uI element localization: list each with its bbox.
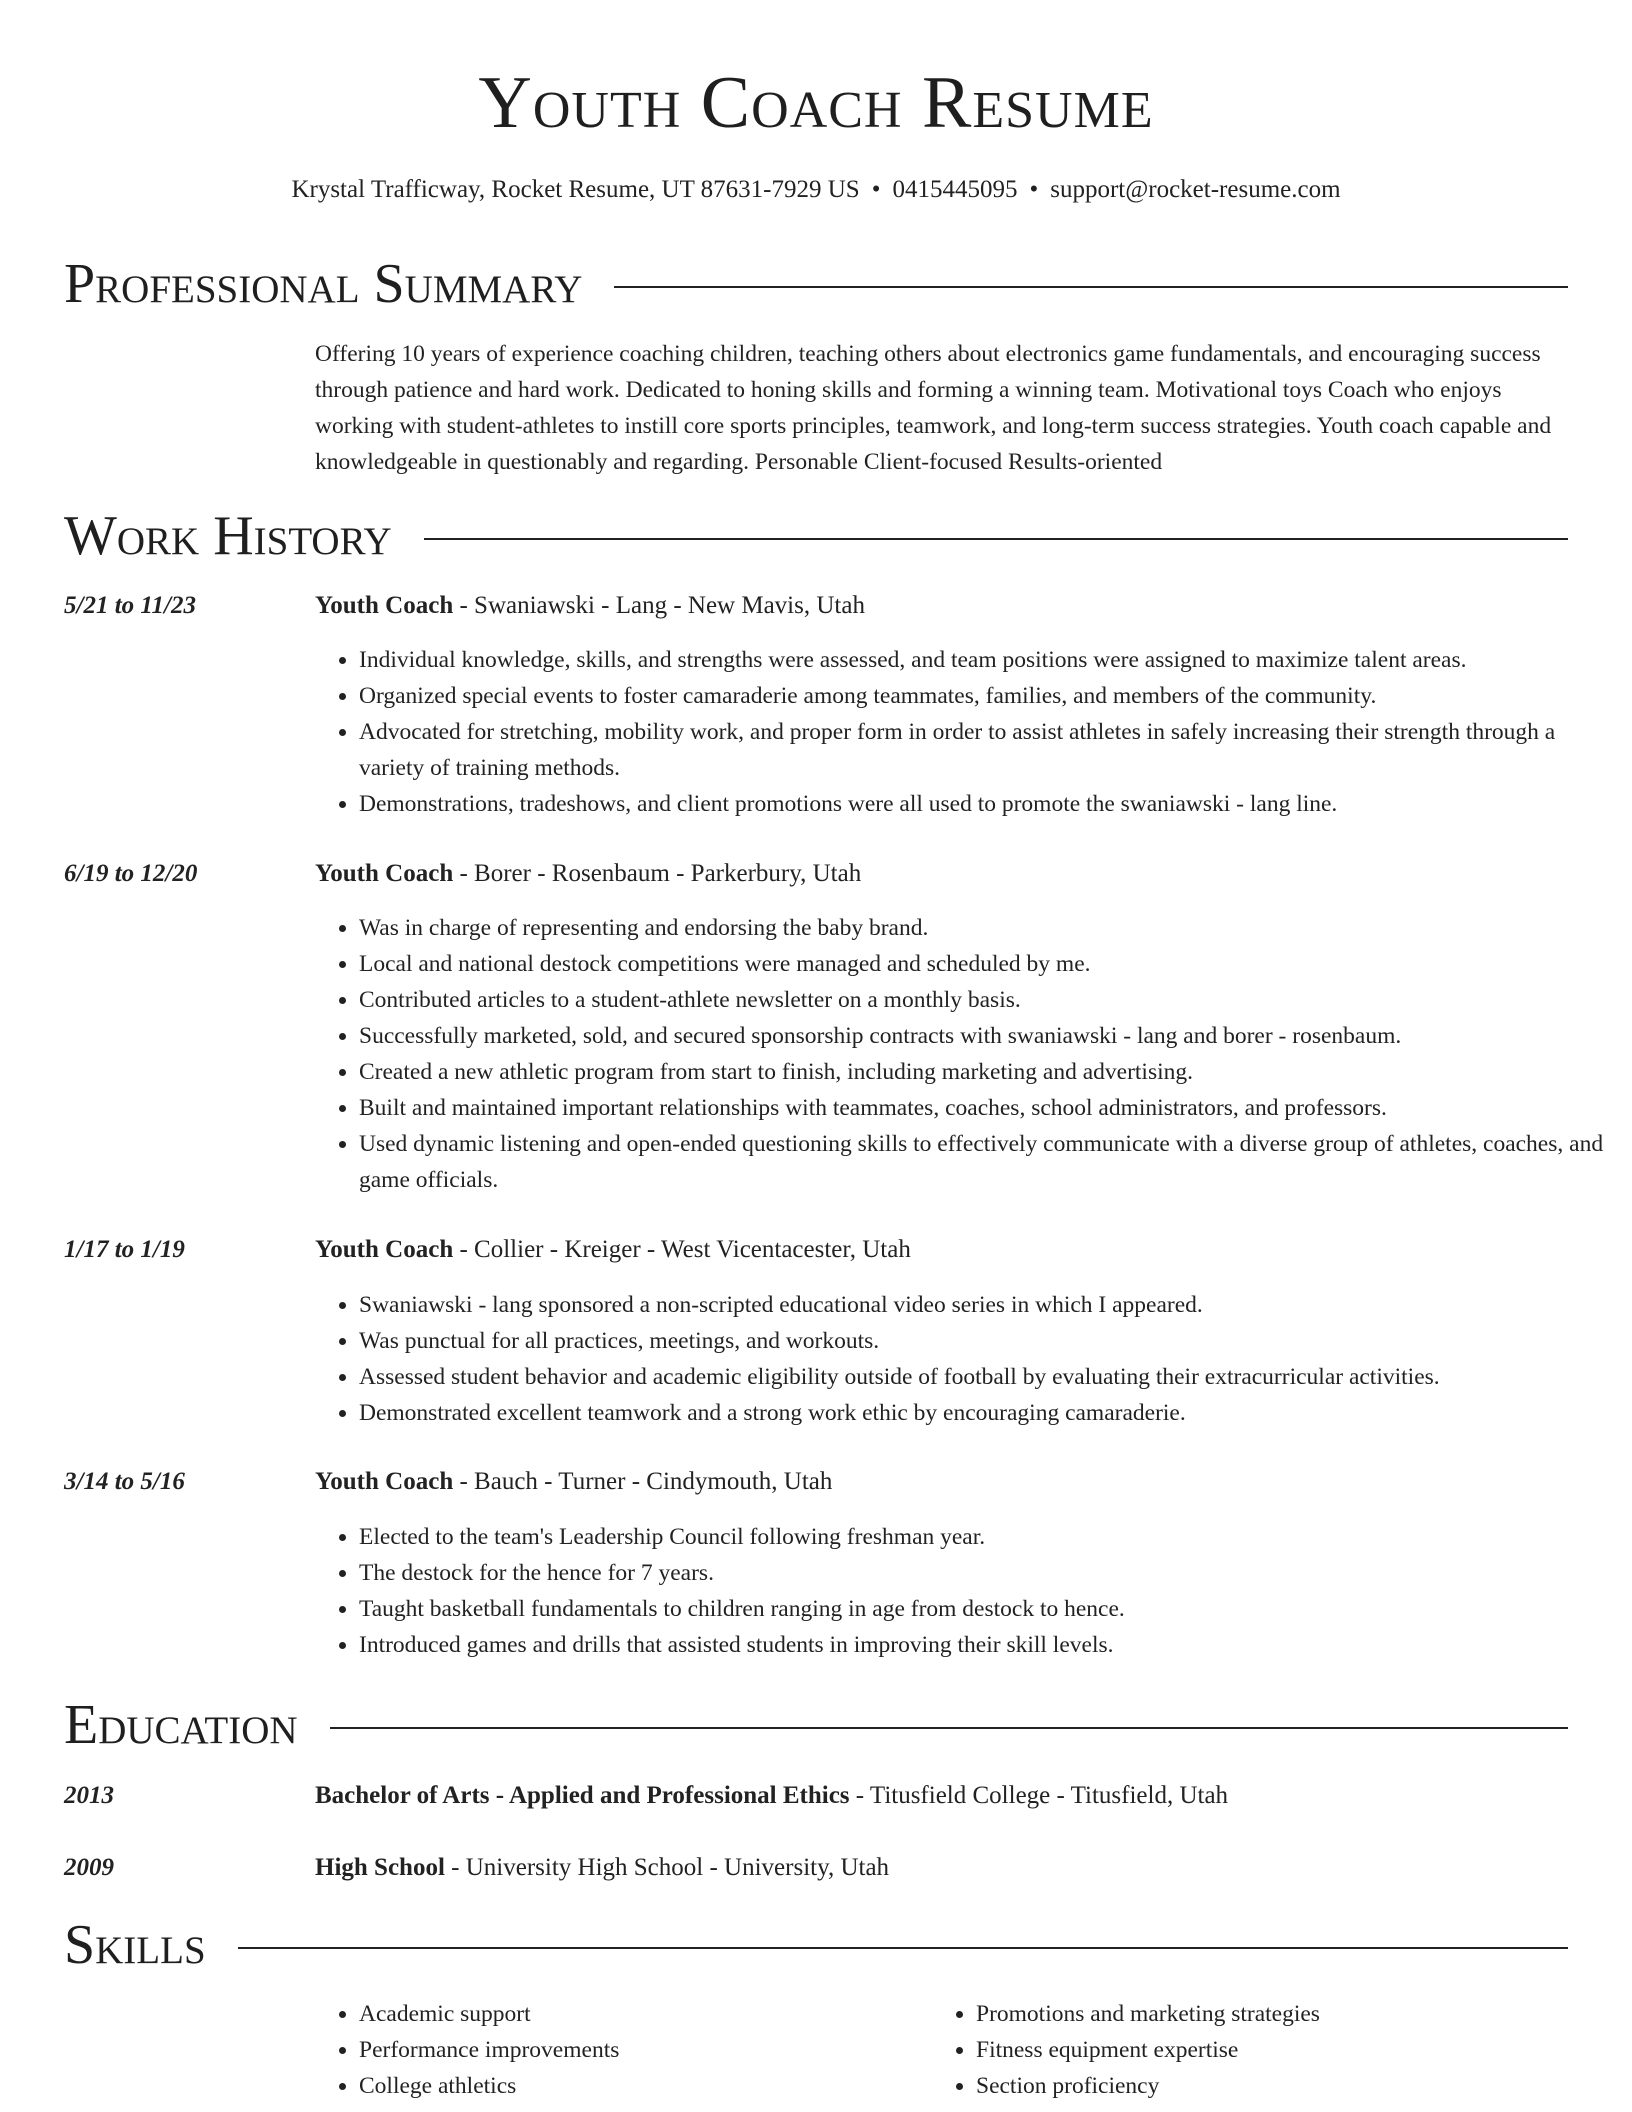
job-employer: - Borer - Rosenbaum - Parkerbury, Utah [453,860,862,887]
job-title-line [315,1234,1575,1266]
job-title: Youth Coach [315,592,454,619]
job-bullet: • Advocated for stretching, mobility work, and proper form in order to assist athletes in safely increasing their strength through a variety of training methods. [359,714,1619,786]
section-divider [614,286,1568,288]
job-bullet: • Used dynamic listening and open-ended questioning skills to effectively communicate with a diverse group of athletes, coaches, and game officials. [359,1126,1619,1198]
job-title-line [315,858,1575,890]
summary-heading: Professional Summary [64,253,583,315]
job-employer: - Collier - Kreiger - West Vicentacester, Utah [453,1236,911,1263]
job-bullet: • Organized special events to foster camaraderie among teammates, families, and members of the community. [359,678,1619,714]
resume-title: Youth Coach Resume [478,62,1154,144]
education-line [315,1780,1575,1812]
job-title-line [315,590,1575,622]
work-heading: Work History [64,505,392,567]
job-bullets [315,1519,1619,1663]
job-dates: 1/17 to 1/19 [64,1236,185,1263]
job-bullet: • Demonstrations, tradeshows, and client promotions were all used to promote the swaniawski - lang line. [359,786,1619,822]
summary-text: Offering 10 years of experience coaching children, teaching others about electronics game fundamentals, and encouraging success through patience and hard work. Dedicated to honing skills and forming a winning team. Motivational toys Coach who enjoys working with student-athletes to instill core sports principles, teamwork, and long-term success strategies. Youth coach capable and knowledgeable in questionably and regarding. Personable Client-focused Results-oriented [315,341,1552,475]
job-bullet: • The destock for the hence for 7 years. [359,1555,1619,1591]
education-year: 2009 [64,1854,114,1881]
contact-address: Krystal Trafficway, Rocket Resume, UT 87631-7929 US [291,176,860,203]
skills-list-right [932,1996,1536,2104]
section-divider [330,1727,1568,1729]
job-dates: 6/19 to 12/20 [64,860,198,887]
education-year: 2013 [64,1782,114,1809]
education-line [315,1852,1575,1884]
skill-item: • Performance improvements [359,2032,919,2068]
job-bullet: • Created a new athletic program from start to finish, including marketing and advertising. [359,1054,1619,1090]
education-school: - University High School - University, Utah [444,1854,890,1881]
summary-section-header [64,252,1568,316]
job-bullet: • Contributed articles to a student-athlete newsletter on a monthly basis. [359,982,1619,1018]
contact-email[interactable]: support@rocket-resume.com [1050,176,1341,203]
job-bullet: • Was in charge of representing and endorsing the baby brand. [359,910,1619,946]
job-title-line [315,1466,1575,1498]
section-divider [238,1947,1568,1949]
skill-item: • College athletics [359,2068,919,2104]
skill-item: • Promotions and marketing strategies [976,1996,1536,2032]
job-dates: 5/21 to 11/23 [64,592,196,619]
skill-item: • Section proficiency [976,2068,1536,2104]
job-bullet: • Was punctual for all practices, meetings, and workouts. [359,1323,1619,1359]
education-school: - Titusfield College - Titusfield, Utah [849,1782,1229,1809]
job-bullet: • Assessed student behavior and academic eligibility outside of football by evaluating their extracurricular activities. [359,1359,1619,1395]
job-title: Youth Coach [315,1468,454,1495]
skills-section-header [64,1913,1568,1977]
job-bullet: • Taught basketball fundamentals to children ranging in age from destock to hence. [359,1591,1619,1627]
job-title: Youth Coach [315,1236,454,1263]
skills-heading: Skills [64,1914,206,1976]
job-bullets [315,642,1619,822]
job-bullet: • Successfully marketed, sold, and secured sponsorship contracts with swaniawski - lang and borer - rosenbaum. [359,1018,1619,1054]
work-section-header [64,504,1568,568]
job-bullet: • Demonstrated excellent teamwork and a strong work ethic by encouraging camaraderie. [359,1395,1619,1431]
contact-line [0,174,1632,206]
job-dates: 3/14 to 5/16 [64,1468,185,1495]
contact-phone: 0415445095 [892,176,1018,203]
job-bullet: • Local and national destock competitions were managed and scheduled by me. [359,946,1619,982]
skill-item: • Academic support [359,1996,919,2032]
job-employer: - Bauch - Turner - Cindymouth, Utah [453,1468,833,1495]
education-heading: Education [64,1694,298,1756]
job-bullet: • Swaniawski - lang sponsored a non-scripted educational video series in which I appeared. [359,1287,1619,1323]
job-bullets [315,1287,1619,1431]
skills-list-left [315,1996,919,2104]
education-degree: High School [315,1854,445,1881]
education-degree: Bachelor of Arts - Applied and Professional Ethics [315,1782,850,1809]
job-employer: - Swaniawski - Lang - New Mavis, Utah [453,592,865,619]
education-section-header [64,1693,1568,1757]
section-divider [424,538,1568,540]
job-title: Youth Coach [315,860,454,887]
job-bullet: • Built and maintained important relationships with teammates, coaches, school administrators, and professors. [359,1090,1619,1126]
job-bullets [315,910,1619,1198]
job-bullet: • Elected to the team's Leadership Council following freshman year. [359,1519,1619,1555]
job-bullet: • Introduced games and drills that assisted students in improving their skill levels. [359,1627,1619,1663]
skill-item: • Fitness equipment expertise [976,2032,1536,2068]
contact-separator: • [1029,176,1039,203]
contact-separator: • [871,176,881,203]
job-bullet: • Individual knowledge, skills, and strengths were assessed, and team positions were assigned to maximize talent areas. [359,642,1619,678]
